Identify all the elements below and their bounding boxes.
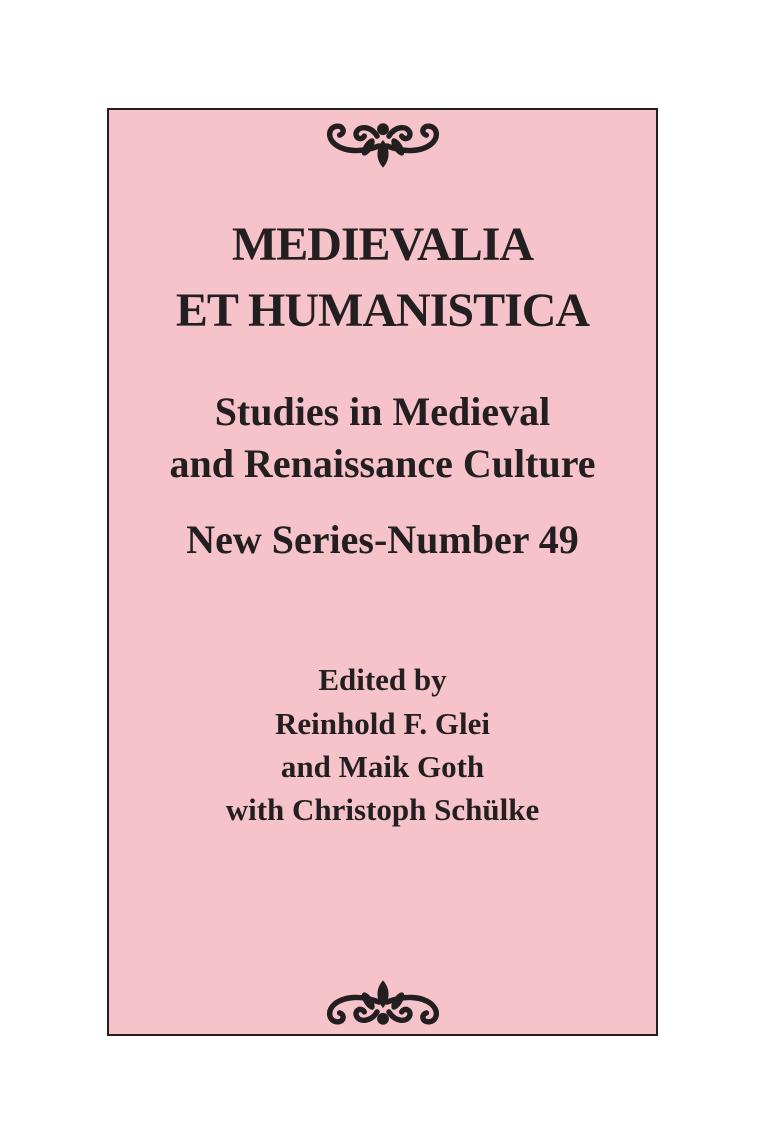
editor-name: with Christoph Schülke [225,792,540,827]
editor-name: and Maik Goth [280,749,485,784]
book-cover [107,108,658,1036]
book-title [176,212,589,344]
book-title-line1: MEDIEVALIA [231,218,534,271]
book-subtitle-line1: Studies in Medieval [214,389,551,434]
book-title-line2: ET HUMANISTICA [175,284,590,337]
book-subtitle-line2: and Renaissance Culture [169,441,596,486]
flourish-ornament-bottom-icon [314,978,452,1032]
flourish-ornament-top-icon [314,116,452,170]
series-number: New Series-Number 49 [186,517,579,562]
edited-by-label: Edited by [318,662,447,697]
book-subtitle [170,386,596,490]
editors-block [226,658,540,831]
editor-name: Reinhold F. Glei [274,706,491,741]
